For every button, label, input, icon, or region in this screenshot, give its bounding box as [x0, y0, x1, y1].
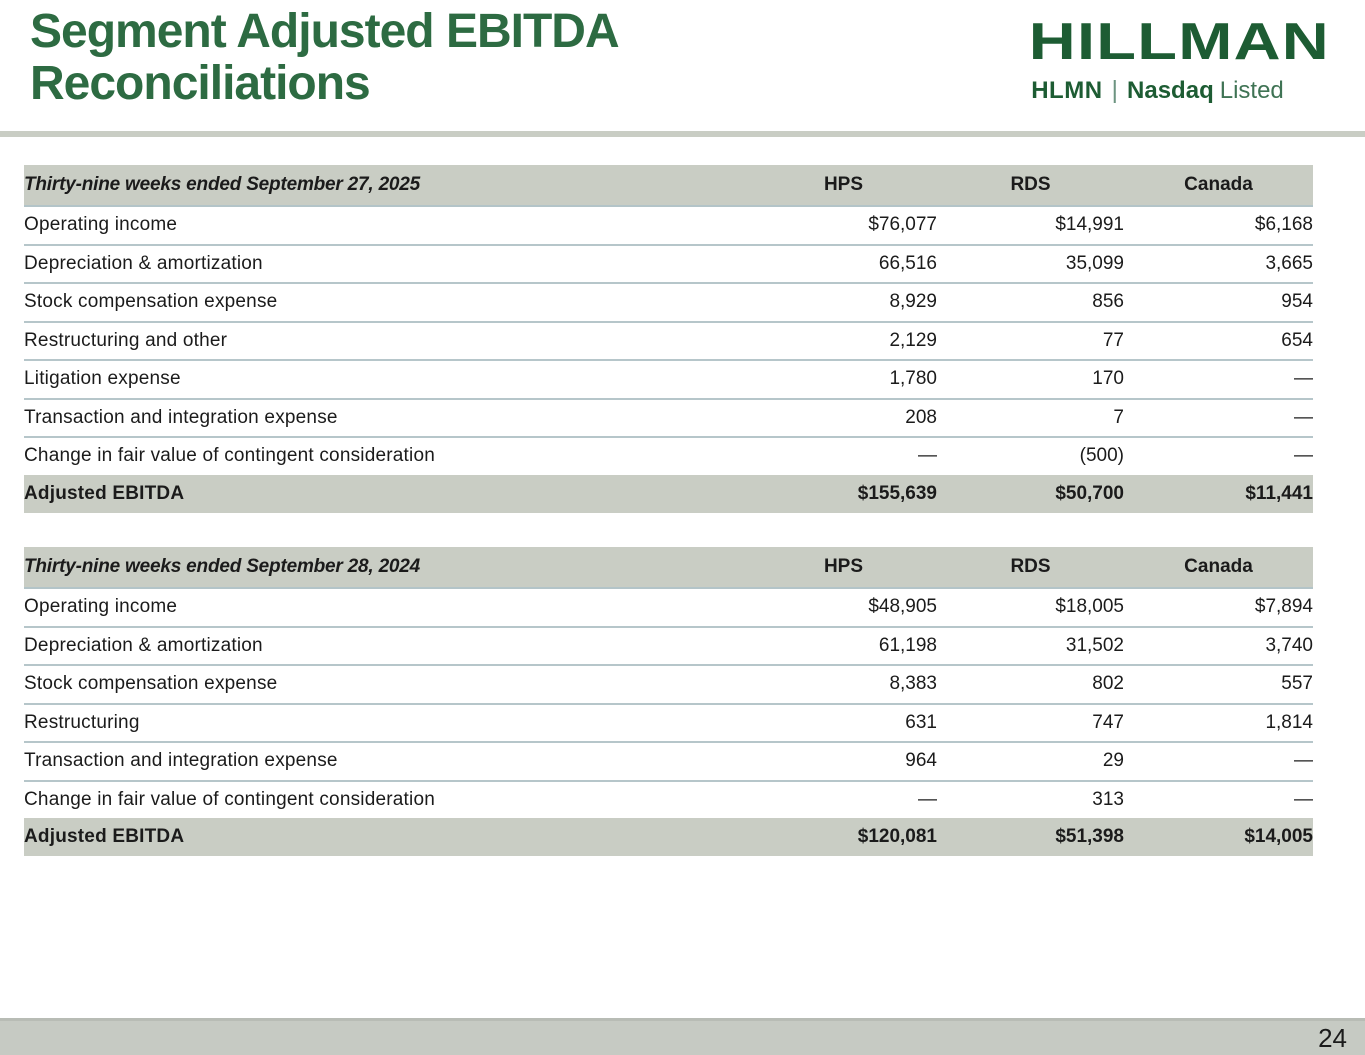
value-cell: 313	[1092, 788, 1124, 810]
listed-label: Listed	[1219, 77, 1284, 104]
value-cell: 29	[937, 742, 1124, 781]
value-cell: —	[1294, 445, 1313, 467]
total-row	[24, 818, 1313, 856]
value-cell: —	[1124, 399, 1313, 438]
reconciliation-table-2025	[24, 165, 1313, 513]
column-header-canada: Canada	[1124, 165, 1313, 206]
value-cell: 7	[937, 399, 1124, 438]
column-header-rds: RDS	[937, 165, 1124, 206]
value-cell: $48,905	[750, 588, 937, 627]
row-label: Change in fair value of contingent consideration	[24, 788, 435, 810]
table-row	[24, 360, 1313, 399]
value-cell: $76,077	[750, 206, 937, 245]
row-label: Transaction and integration expense	[24, 399, 750, 438]
value-cell: 3,665	[1124, 245, 1313, 284]
total-value-cell: $11,441	[1124, 475, 1313, 513]
table-row	[24, 742, 1313, 781]
value-cell: 1,780	[750, 360, 937, 399]
table-row	[24, 245, 1313, 284]
row-label: Operating income	[24, 206, 750, 245]
total-value-cell: $120,081	[750, 818, 937, 856]
value-cell: 1,814	[1124, 704, 1313, 743]
value-cell: 2,129	[750, 322, 937, 361]
pipe-separator: |	[1111, 76, 1119, 104]
value-cell: 654	[1124, 322, 1313, 361]
nasdaq-label: Nasdaq	[1127, 77, 1214, 104]
row-label: Stock compensation expense	[24, 283, 750, 322]
table-row	[24, 206, 1313, 245]
table-row	[24, 704, 1313, 743]
value-cell: 208	[750, 399, 937, 438]
table-header-row	[24, 165, 1313, 206]
header-divider	[0, 131, 1365, 137]
value-cell: 747	[937, 704, 1124, 743]
value-cell: 8,929	[750, 283, 937, 322]
value-cell: —	[918, 445, 937, 467]
table-row	[24, 399, 1313, 438]
page-title: Segment Adjusted EBITDA Reconciliations	[30, 5, 617, 110]
value-cell: 170	[937, 360, 1124, 399]
total-value-cell: $14,005	[1124, 818, 1313, 856]
value-cell: 8,383	[750, 665, 937, 704]
total-row-label: Adjusted EBITDA	[24, 818, 750, 856]
table-row	[24, 588, 1313, 627]
total-value-cell: $155,639	[750, 475, 937, 513]
value-cell: —	[918, 788, 937, 810]
total-value-cell: $51,398	[937, 818, 1124, 856]
value-cell: 61,198	[750, 627, 937, 666]
table-row	[24, 283, 1313, 322]
value-cell: 954	[1124, 283, 1313, 322]
total-row	[24, 475, 1313, 513]
value-cell: 631	[750, 704, 937, 743]
table-row	[24, 665, 1313, 704]
value-cell: 3,740	[1124, 627, 1313, 666]
column-header-rds: RDS	[937, 547, 1124, 588]
table-header-row	[24, 547, 1313, 588]
value-cell: —	[1124, 360, 1313, 399]
row-label: Stock compensation expense	[24, 665, 750, 704]
page-number: 24	[1318, 1022, 1347, 1053]
value-cell: 35,099	[937, 245, 1124, 284]
value-cell: 66,516	[750, 245, 937, 284]
hillman-logo	[985, 13, 1330, 105]
value-cell: 964	[750, 742, 937, 781]
value-cell: 557	[1124, 665, 1313, 704]
column-header-hps: HPS	[750, 547, 937, 588]
table-row	[24, 437, 1313, 475]
row-label: Operating income	[24, 588, 750, 627]
value-cell: 77	[937, 322, 1124, 361]
value-cell: —	[1294, 788, 1313, 810]
nasdaq-listed-lockup	[985, 76, 1330, 105]
row-label: Restructuring	[24, 704, 750, 743]
table-row	[24, 781, 1313, 819]
table-row	[24, 322, 1313, 361]
value-cell: $7,894	[1124, 588, 1313, 627]
value-cell: 31,502	[937, 627, 1124, 666]
row-label: Transaction and integration expense	[24, 742, 750, 781]
period-label: Thirty-nine weeks ended September 28, 2024	[24, 547, 750, 588]
footer-bar	[0, 1018, 1365, 1055]
period-label: Thirty-nine weeks ended September 27, 2025	[24, 165, 750, 206]
row-label: Litigation expense	[24, 360, 750, 399]
value-cell: —	[1124, 742, 1313, 781]
value-cell: (500)	[1079, 445, 1124, 467]
value-cell: $18,005	[937, 588, 1124, 627]
row-label: Change in fair value of contingent consideration	[24, 445, 435, 467]
row-label: Depreciation & amortization	[24, 627, 750, 666]
reconciliation-table-2024	[24, 547, 1313, 856]
total-row-label: Adjusted EBITDA	[24, 475, 750, 513]
table-row	[24, 627, 1313, 666]
value-cell: $14,991	[937, 206, 1124, 245]
hillman-wordmark: HILLMAN	[1028, 13, 1330, 71]
row-label: Depreciation & amortization	[24, 245, 750, 284]
ticker-label: HLMN	[1031, 77, 1103, 104]
value-cell: $6,168	[1124, 206, 1313, 245]
value-cell: 802	[937, 665, 1124, 704]
column-header-canada: Canada	[1124, 547, 1313, 588]
row-label: Restructuring and other	[24, 322, 750, 361]
total-value-cell: $50,700	[937, 475, 1124, 513]
value-cell: 856	[937, 283, 1124, 322]
column-header-hps: HPS	[750, 165, 937, 206]
